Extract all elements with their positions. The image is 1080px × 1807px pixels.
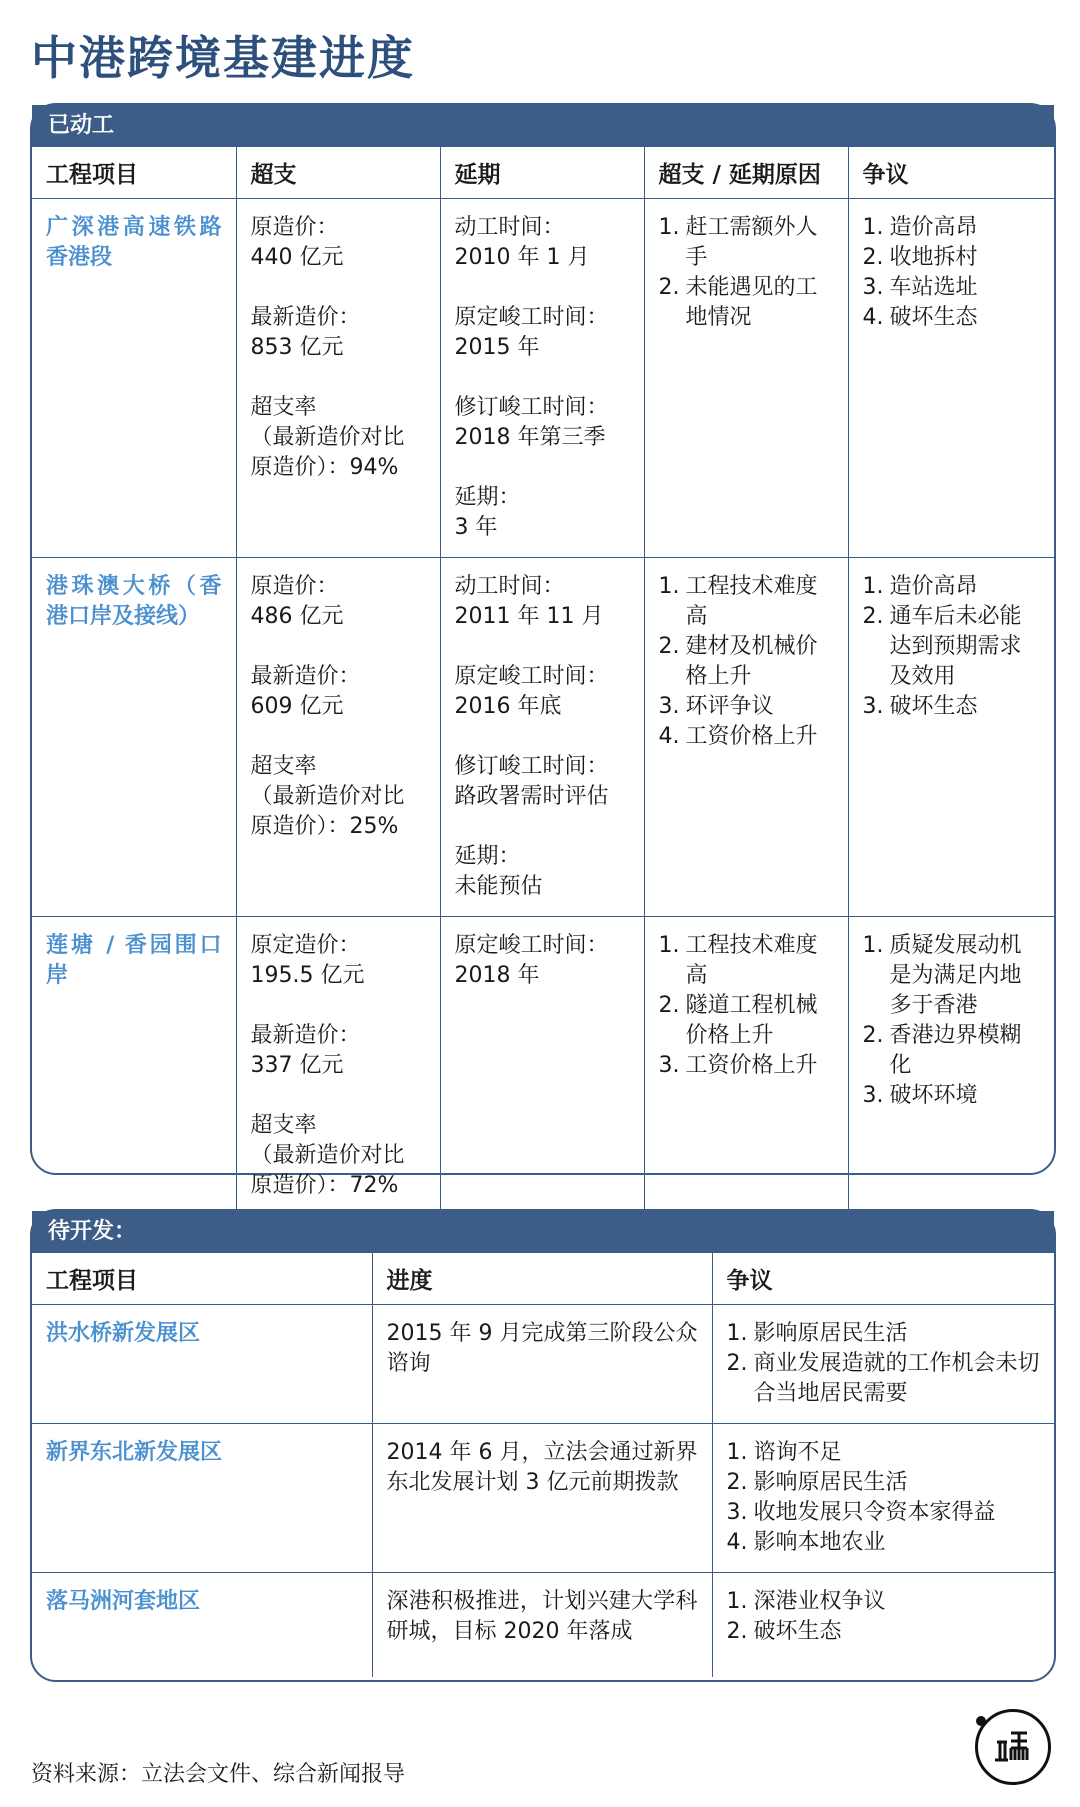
info-block bbox=[455, 303, 630, 363]
list-text: 收地拆村 bbox=[889, 245, 978, 270]
list-text: 工资价格上升 bbox=[685, 724, 818, 749]
info-label: 最新造价： bbox=[250, 664, 361, 689]
list-text: 谘询不足 bbox=[753, 1440, 842, 1465]
list-item bbox=[727, 1528, 1041, 1558]
disputes-list bbox=[727, 1319, 1041, 1409]
list-number: 3. bbox=[862, 275, 884, 300]
delay-cell bbox=[440, 199, 644, 558]
info-block bbox=[455, 213, 630, 273]
list-item bbox=[863, 931, 1041, 1021]
list-text: 破坏生态 bbox=[889, 305, 978, 330]
list-item bbox=[659, 722, 834, 752]
info-value: 2018 年 bbox=[454, 963, 540, 988]
info-value: 未能预估 bbox=[454, 874, 543, 899]
table-row bbox=[32, 1573, 1054, 1677]
started-projects-table bbox=[32, 147, 1054, 1215]
progress-cell bbox=[372, 1424, 712, 1573]
project-cell bbox=[32, 1573, 372, 1677]
delay-info bbox=[455, 213, 630, 543]
progress-text: 深港积极推进，计划兴建大学科研城，目标 2020 年落成 bbox=[386, 1589, 698, 1644]
list-item bbox=[863, 572, 1041, 602]
project-cell bbox=[32, 1305, 372, 1424]
overrun-info bbox=[251, 572, 426, 842]
list-number: 1. bbox=[658, 215, 680, 240]
pending-projects-table bbox=[32, 1253, 1054, 1677]
reasons-cell bbox=[644, 558, 848, 917]
info-value: （最新造价对比原造价）：94% bbox=[250, 425, 405, 480]
info-value: 2010 年 1 月 bbox=[454, 245, 590, 270]
project-name: 莲塘 / 香园围口岸 bbox=[46, 933, 222, 988]
list-number: 2. bbox=[862, 604, 884, 629]
list-text: 建材及机械价格上升 bbox=[685, 634, 818, 689]
column-header-reasons: 超支 / 延期原因 bbox=[644, 147, 848, 199]
list-text: 香港边界模糊化 bbox=[889, 1023, 1022, 1078]
disputes-cell bbox=[712, 1424, 1054, 1573]
info-value: 337 亿元 bbox=[250, 1053, 344, 1078]
overrun-cell bbox=[236, 917, 440, 1216]
column-header-progress: 进度 bbox=[372, 1253, 712, 1305]
started-section-header: 已动工 bbox=[32, 105, 1054, 147]
reasons-list bbox=[659, 572, 834, 752]
list-item bbox=[863, 243, 1041, 273]
table-row bbox=[32, 1305, 1054, 1424]
list-number: 3. bbox=[658, 1053, 680, 1078]
list-text: 未能遇见的工地情况 bbox=[685, 275, 818, 330]
delay-cell bbox=[440, 917, 644, 1216]
disputes-list bbox=[727, 1587, 1041, 1647]
info-label: 超支率 bbox=[250, 395, 317, 420]
info-value: 路政署需时评估 bbox=[454, 784, 609, 809]
disputes-list bbox=[863, 931, 1041, 1111]
list-text: 车站选址 bbox=[889, 275, 978, 300]
logo-icon bbox=[975, 1709, 1051, 1785]
list-text: 影响原居民生活 bbox=[753, 1321, 908, 1346]
info-value: 853 亿元 bbox=[250, 335, 344, 360]
info-label: 原定峻工时间： bbox=[454, 305, 609, 330]
list-number: 1. bbox=[658, 933, 680, 958]
list-text: 质疑发展动机是为满足内地多于香港 bbox=[889, 933, 1022, 1018]
list-number: 2. bbox=[862, 1023, 884, 1048]
table-header-row bbox=[32, 147, 1054, 199]
disputes-cell bbox=[848, 199, 1054, 558]
list-item bbox=[863, 602, 1041, 692]
list-item bbox=[659, 273, 834, 333]
list-text: 造价高昂 bbox=[889, 215, 978, 240]
info-value: 440 亿元 bbox=[250, 245, 344, 270]
table-row bbox=[32, 1424, 1054, 1573]
list-number: 3. bbox=[726, 1500, 748, 1525]
list-number: 1. bbox=[726, 1440, 748, 1465]
info-block bbox=[455, 842, 630, 902]
pending-projects-card bbox=[30, 1209, 1056, 1682]
list-item bbox=[727, 1319, 1041, 1349]
disputes-cell bbox=[848, 558, 1054, 917]
list-number: 3. bbox=[658, 694, 680, 719]
list-text: 通车后未必能达到预期需求及效用 bbox=[889, 604, 1022, 689]
info-value: 3 年 bbox=[454, 515, 498, 540]
project-cell bbox=[32, 917, 236, 1216]
list-number: 4. bbox=[862, 305, 884, 330]
reasons-list bbox=[659, 931, 834, 1081]
project-cell bbox=[32, 558, 236, 917]
reasons-list bbox=[659, 213, 834, 333]
info-value: 609 亿元 bbox=[250, 694, 344, 719]
disputes-cell bbox=[712, 1305, 1054, 1424]
list-item bbox=[863, 1021, 1041, 1081]
info-label: 原造价： bbox=[250, 215, 339, 240]
info-block bbox=[455, 931, 630, 991]
list-text: 深港业权争议 bbox=[753, 1589, 886, 1614]
overrun-cell bbox=[236, 199, 440, 558]
list-item bbox=[863, 213, 1041, 243]
list-number: 1. bbox=[862, 574, 884, 599]
overrun-cell bbox=[236, 558, 440, 917]
info-value: （最新造价对比原造价）：72% bbox=[250, 1143, 405, 1198]
disputes-cell bbox=[848, 917, 1054, 1216]
info-label: 超支率 bbox=[250, 1113, 317, 1138]
list-text: 破坏环境 bbox=[889, 1083, 978, 1108]
list-text: 破坏生态 bbox=[889, 694, 978, 719]
list-text: 商业发展造就的工作机会未切合当地居民需要 bbox=[753, 1351, 1040, 1406]
disputes-cell bbox=[712, 1573, 1054, 1677]
progress-text: 2014 年 6 月，立法会通过新界东北发展计划 3 亿元前期拨款 bbox=[386, 1440, 698, 1495]
list-number: 1. bbox=[726, 1589, 748, 1614]
list-number: 1. bbox=[862, 215, 884, 240]
list-item bbox=[659, 931, 834, 991]
list-item bbox=[659, 991, 834, 1051]
info-label: 原造价： bbox=[250, 574, 339, 599]
list-number: 2. bbox=[658, 993, 680, 1018]
info-label: 修订峻工时间： bbox=[454, 395, 609, 420]
info-block bbox=[455, 483, 630, 543]
list-text: 工资价格上升 bbox=[685, 1053, 818, 1078]
list-number: 4. bbox=[726, 1530, 748, 1555]
info-label: 超支率 bbox=[250, 754, 317, 779]
info-block bbox=[455, 662, 630, 722]
info-block bbox=[251, 393, 426, 483]
delay-info bbox=[455, 931, 630, 991]
info-block bbox=[251, 213, 426, 273]
info-label: 最新造价： bbox=[250, 305, 361, 330]
progress-cell bbox=[372, 1573, 712, 1677]
list-item bbox=[727, 1617, 1041, 1647]
column-header-delay: 延期 bbox=[440, 147, 644, 199]
project-name: 广深港高速铁路香港段 bbox=[46, 215, 222, 270]
project-cell bbox=[32, 1424, 372, 1573]
list-item bbox=[659, 572, 834, 632]
list-number: 2. bbox=[862, 245, 884, 270]
info-block bbox=[251, 572, 426, 632]
info-block bbox=[455, 572, 630, 632]
project-name: 港珠澳大桥（香港口岸及接线） bbox=[46, 574, 222, 629]
disputes-list bbox=[727, 1438, 1041, 1558]
column-header-disputes: 争议 bbox=[712, 1253, 1054, 1305]
reasons-cell bbox=[644, 917, 848, 1216]
info-value: 2018 年第三季 bbox=[454, 425, 606, 450]
list-item bbox=[863, 1081, 1041, 1111]
info-block bbox=[251, 931, 426, 991]
list-item bbox=[727, 1468, 1041, 1498]
list-item bbox=[863, 273, 1041, 303]
list-number: 3. bbox=[862, 1083, 884, 1108]
info-label: 延期： bbox=[454, 485, 521, 510]
reasons-cell bbox=[644, 199, 848, 558]
info-label: 最新造价： bbox=[250, 1023, 361, 1048]
info-block bbox=[455, 393, 630, 453]
info-value: 2015 年 bbox=[454, 335, 540, 360]
list-item bbox=[863, 692, 1041, 722]
list-number: 1. bbox=[726, 1321, 748, 1346]
disputes-list bbox=[863, 572, 1041, 722]
info-block bbox=[251, 1021, 426, 1081]
column-header-project: 工程项目 bbox=[32, 1253, 372, 1305]
table-row bbox=[32, 199, 1054, 558]
list-number: 2. bbox=[658, 634, 680, 659]
info-label: 延期： bbox=[454, 844, 521, 869]
delay-cell bbox=[440, 558, 644, 917]
page-title: 中港跨境基建进度 bbox=[31, 31, 415, 85]
table-row bbox=[32, 558, 1054, 917]
progress-cell bbox=[372, 1305, 712, 1424]
info-value: 195.5 亿元 bbox=[250, 963, 365, 988]
list-item bbox=[659, 632, 834, 692]
info-label: 原定峻工时间： bbox=[454, 933, 609, 958]
info-value: 486 亿元 bbox=[250, 604, 344, 629]
overrun-info bbox=[251, 213, 426, 483]
info-value: 2016 年底 bbox=[454, 694, 562, 719]
list-item bbox=[727, 1587, 1041, 1617]
list-number: 1. bbox=[862, 933, 884, 958]
pending-section-header: 待开发： bbox=[32, 1211, 1054, 1253]
list-item bbox=[659, 1051, 834, 1081]
info-value: （最新造价对比原造价）：25% bbox=[250, 784, 405, 839]
list-text: 隧道工程机械价格上升 bbox=[685, 993, 818, 1048]
column-header-overrun: 超支 bbox=[236, 147, 440, 199]
progress-text: 2015 年 9 月完成第三阶段公众谘询 bbox=[386, 1321, 698, 1376]
list-text: 环评争议 bbox=[685, 694, 774, 719]
list-text: 工程技术难度高 bbox=[685, 574, 818, 629]
table-header-row bbox=[32, 1253, 1054, 1305]
list-text: 影响原居民生活 bbox=[753, 1470, 908, 1495]
info-block bbox=[455, 752, 630, 812]
list-text: 工程技术难度高 bbox=[685, 933, 818, 988]
project-name: 洪水桥新发展区 bbox=[46, 1321, 201, 1346]
list-item bbox=[727, 1349, 1041, 1409]
info-block bbox=[251, 303, 426, 363]
list-text: 造价高昂 bbox=[889, 574, 978, 599]
list-item bbox=[659, 213, 834, 273]
started-projects-card bbox=[30, 103, 1056, 1198]
list-number: 4. bbox=[658, 724, 680, 749]
source-note: 资料来源：立法会文件、综合新闻报导 bbox=[31, 1762, 406, 1787]
list-text: 影响本地农业 bbox=[753, 1530, 886, 1555]
list-number: 2. bbox=[726, 1351, 748, 1376]
list-item bbox=[659, 692, 834, 722]
list-number: 1. bbox=[658, 574, 680, 599]
project-cell bbox=[32, 199, 236, 558]
list-item bbox=[863, 303, 1041, 333]
table-row bbox=[32, 917, 1054, 1216]
column-header-project: 工程项目 bbox=[32, 147, 236, 199]
list-number: 2. bbox=[658, 275, 680, 300]
list-text: 赶工需额外人手 bbox=[685, 215, 818, 270]
list-number: 2. bbox=[726, 1619, 748, 1644]
project-name: 落马洲河套地区 bbox=[46, 1589, 201, 1614]
info-block bbox=[251, 662, 426, 722]
info-label: 动工时间： bbox=[454, 215, 565, 240]
info-label: 原定峻工时间： bbox=[454, 664, 609, 689]
list-number: 2. bbox=[726, 1470, 748, 1495]
info-block bbox=[251, 752, 426, 842]
list-number: 3. bbox=[862, 694, 884, 719]
info-value: 2011 年 11 月 bbox=[454, 604, 604, 629]
list-text: 破坏生态 bbox=[753, 1619, 842, 1644]
info-label: 修订峻工时间： bbox=[454, 754, 609, 779]
list-text: 收地发展只令资本家得益 bbox=[753, 1500, 996, 1525]
overrun-info bbox=[251, 931, 426, 1201]
info-label: 动工时间： bbox=[454, 574, 565, 599]
list-item bbox=[727, 1438, 1041, 1468]
delay-info bbox=[455, 572, 630, 902]
info-block bbox=[251, 1111, 426, 1201]
info-label: 原定造价： bbox=[250, 933, 361, 958]
list-item bbox=[727, 1498, 1041, 1528]
project-name: 新界东北新发展区 bbox=[46, 1440, 223, 1465]
disputes-list bbox=[863, 213, 1041, 333]
column-header-disputes: 争议 bbox=[848, 147, 1054, 199]
